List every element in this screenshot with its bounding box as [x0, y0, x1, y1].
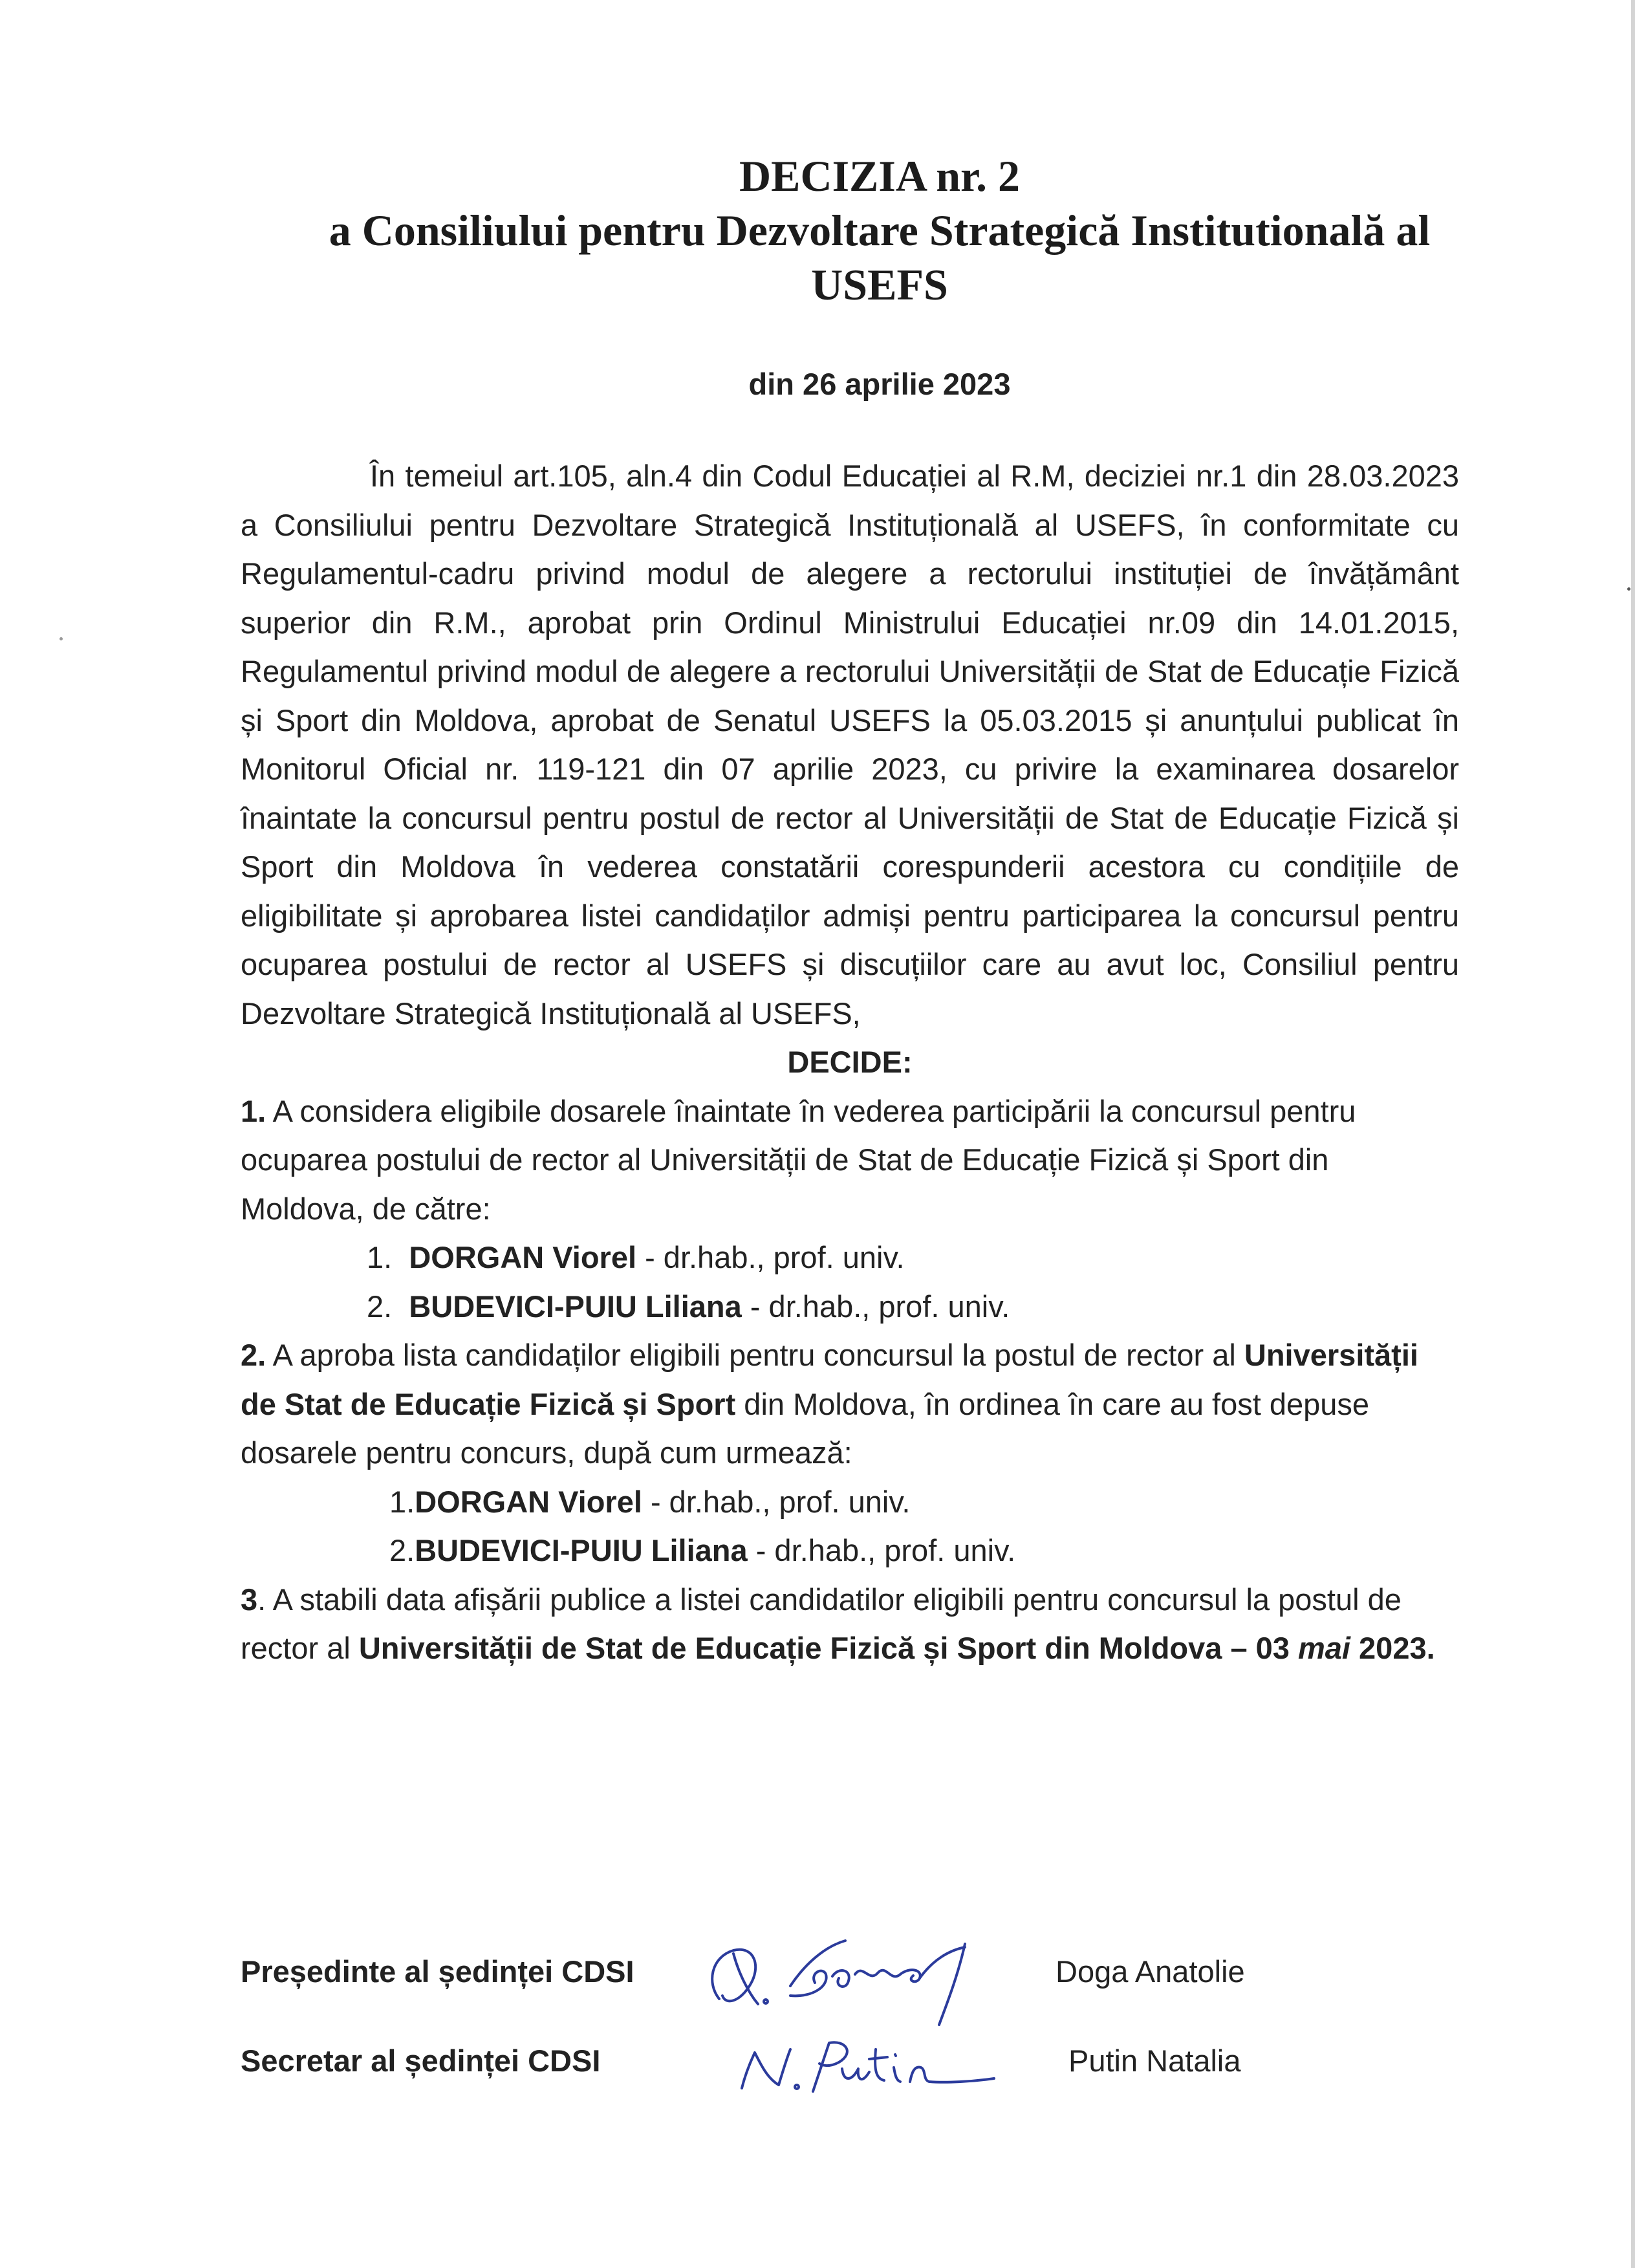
- secretary-name: Putin Natalia: [1068, 2044, 1241, 2078]
- president-signature: [693, 1921, 991, 2031]
- candidate-index: 1.: [367, 1240, 393, 1274]
- decision-title: DECIZIA nr. 2: [739, 151, 1020, 201]
- preamble-paragraph: În temeiul art.105, aln.4 din Codul Educației al R.M, deciziei nr.1 din 28.03.2023 a Consiliului pentru Dezvoltare Strategică Instituțională al USEFS, în conformitate cu Regulamentul-cadru privind modul de alegere a rectorului instituției de învățământ superior din R.M., aprobat prin Ordinul Ministrului Educației nr.09 din 14.01.2015, Regulamentul privind modul de alegere a rectorului Universității de Stat de Educație Fizică și Sport din Moldova, aprobat de Senatul USEFS la 05.03.2015 și anunțului publicat în Monitorul Oficial nr. 119-121 din 07 aprilie 2023, cu privire la examinarea dosarelor înaintate la concursul pentru postul de rector al Universității de Stat de Educație Fizică și Sport din Moldova în vederea constatării corespunderii acestora cu condițiile de eligibilitate și aprobarea listei candidaților admiși pentru participarea la concursul pentru ocuparea postului de rector al USEFS și discuțiilor care au avut loc, Consiliul pentru Dezvoltare Strategică Instituțională al USEFS,: [241, 459, 1459, 1030]
- university-name: Universității de Stat de Educație Fizică și Sport din Moldova: [358, 1631, 1222, 1665]
- decision-date: din 26 aprilie 2023: [748, 367, 1011, 401]
- president-name: Doga Anatolie: [1056, 1954, 1245, 1989]
- council-name: a Consiliului pentru Dezvoltare Strategică Institutională al: [329, 206, 1431, 255]
- candidate-entry: [241, 1233, 1459, 1282]
- publication-date-year: 2023.: [1350, 1631, 1435, 1665]
- secretary-role: Secretar al ședinței CDSI: [241, 2044, 601, 2078]
- candidate-name: DORGAN Viorel: [409, 1240, 637, 1274]
- candidate-title: - dr.hab., prof. univ.: [747, 1533, 1016, 1567]
- item-number: 3: [241, 1582, 258, 1617]
- decide-heading: DECIDE:: [787, 1045, 913, 1079]
- item-text: A aproba lista candidaților eligibili pentru concursul la postul de rector al: [266, 1338, 1244, 1372]
- candidate-index: 2.: [367, 1289, 393, 1324]
- institution-name: USEFS: [811, 260, 948, 309]
- item-number: 1.: [241, 1093, 266, 1128]
- president-role: Președinte al ședinței CDSI: [241, 1954, 634, 1989]
- candidate-entry: [241, 1282, 1459, 1331]
- item-text: . A stabili data afișării publice a listei candidatilor eligibili pentru concursul la postul de rector al: [241, 1582, 1402, 1665]
- document-header: [194, 149, 1565, 312]
- candidate-title: - dr.hab., prof. univ.: [741, 1289, 1010, 1324]
- candidate-title: - dr.hab., prof. univ.: [642, 1484, 911, 1519]
- candidate-title: - dr.hab., prof. univ.: [636, 1240, 905, 1274]
- decision-item-1: [241, 1087, 1459, 1234]
- decision-item-3: [241, 1575, 1459, 1673]
- publication-date-month: mai: [1297, 1631, 1350, 1665]
- scan-speck: [1627, 587, 1630, 591]
- publication-date-prefix: – 03: [1222, 1631, 1298, 1665]
- candidate-entry: [241, 1477, 1459, 1527]
- candidate-entry: [241, 1526, 1459, 1575]
- candidate-index: 1.: [389, 1484, 415, 1519]
- candidate-name: BUDEVICI-PUIU Liliana: [415, 1533, 748, 1567]
- decision-item-2: [241, 1331, 1459, 1477]
- candidate-name: DORGAN Viorel: [415, 1484, 642, 1519]
- university-name: Universității de Stat de Educație Fizică și Sport: [241, 1338, 1418, 1421]
- item-number: 2.: [241, 1338, 266, 1372]
- scan-speck: [60, 637, 63, 640]
- secretary-signature: [732, 2017, 1004, 2101]
- candidate-name: BUDEVICI-PUIU Liliana: [409, 1289, 742, 1324]
- president-signature-row: [241, 1934, 1469, 1999]
- decision-body: [241, 452, 1459, 1673]
- item-text: din Moldova, în ordinea în care au fost depuse dosarele pentru concurs, după cum urmează:: [241, 1386, 1370, 1470]
- page-edge: [1631, 0, 1635, 2268]
- item-text: A considera eligibile dosarele înaintate în vederea participării la concursul pentru ocuparea postului de rector al Universității de Stat de Educație Fizică și Sport din Moldova, de către:: [241, 1093, 1356, 1226]
- candidate-index: 2.: [389, 1533, 415, 1567]
- secretary-signature-row: [241, 2023, 1469, 2088]
